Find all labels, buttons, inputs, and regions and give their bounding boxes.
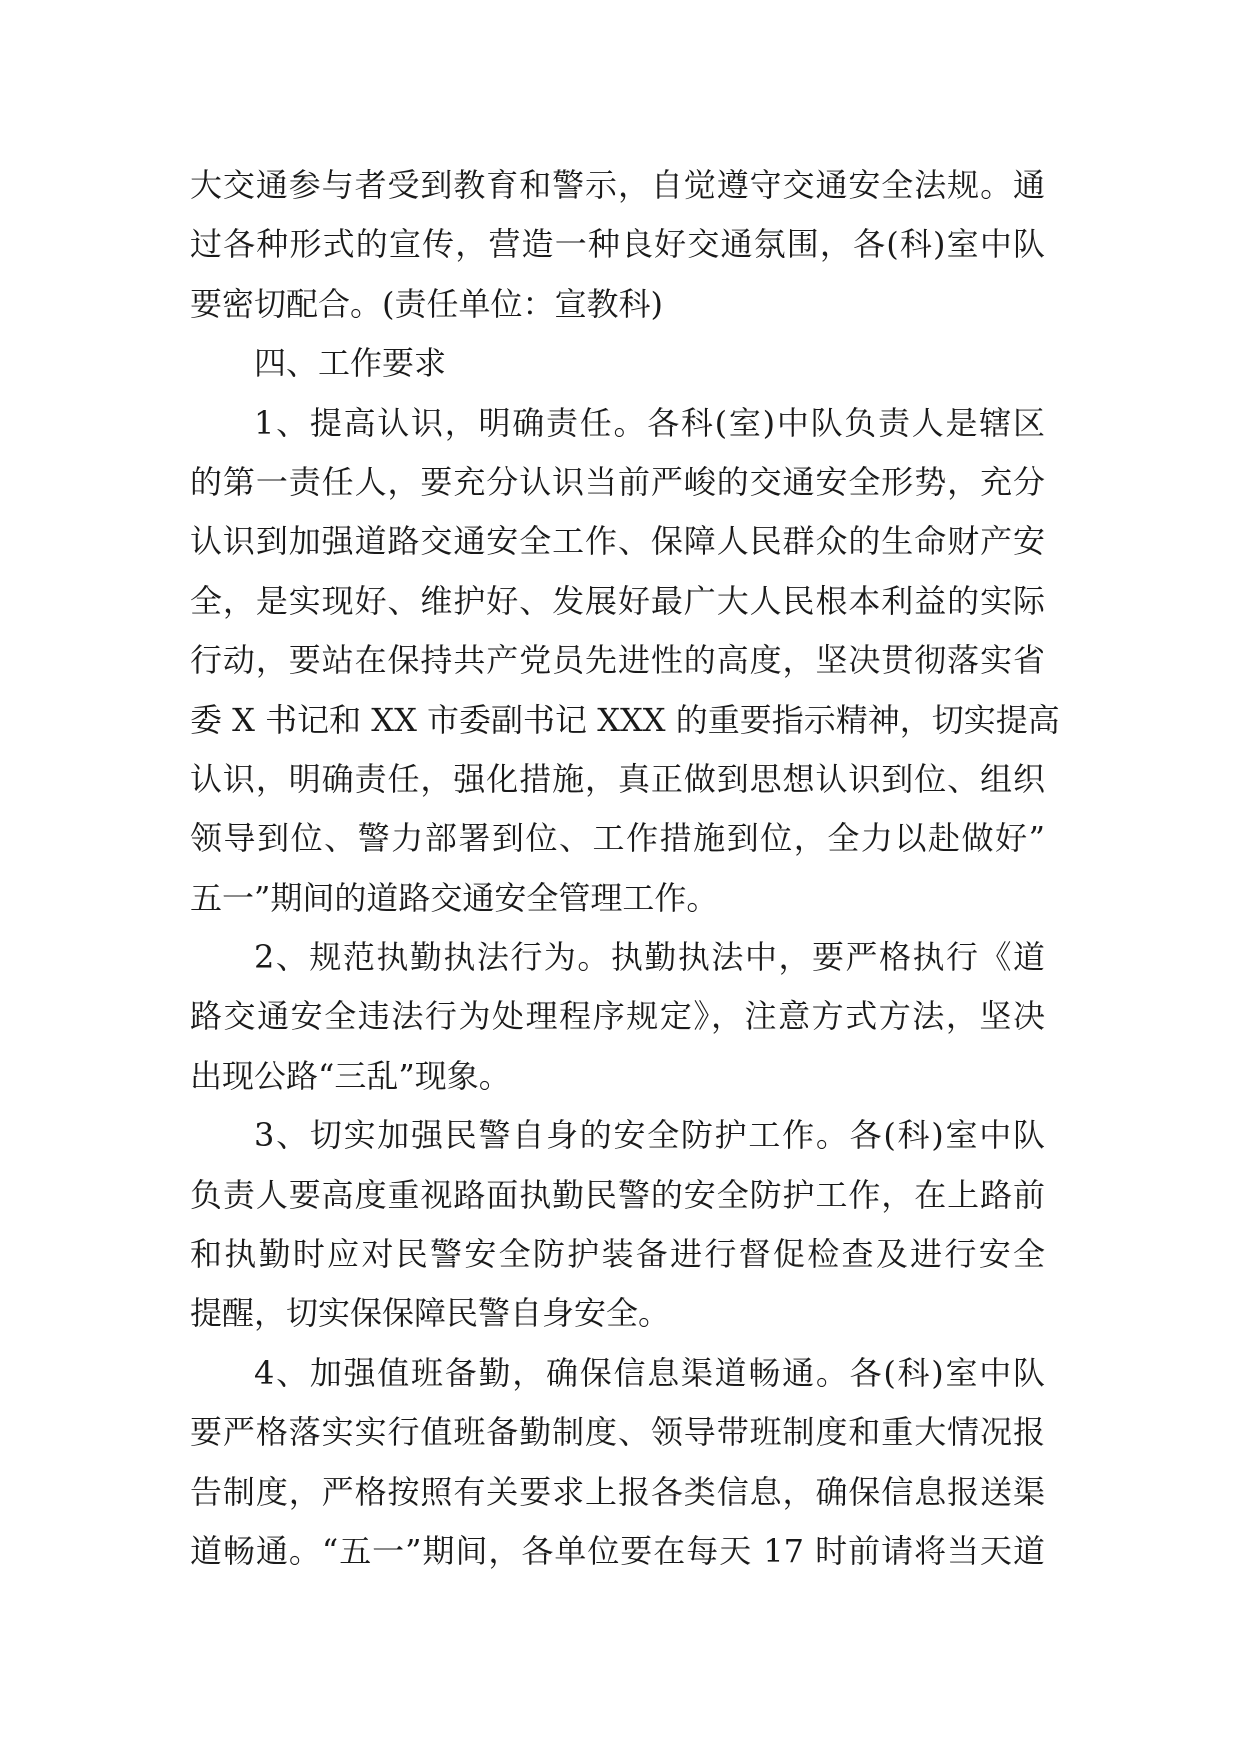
text-line: 认识，明确责任，强化措施，真正做到思想认识到位、组织 (190, 759, 1045, 798)
text-line: 五一”期间的道路交通安全管理工作。 (190, 878, 719, 917)
text-line: 3、切实加强民警自身的安全防护工作。各(科)室中队 (254, 1116, 1045, 1155)
text-line: 要严格落实实行值班备勤制度、领导带班制度和重大情况报 (190, 1413, 1045, 1452)
text-line: 1、提高认识，明确责任。各科(室)中队负责人是辖区 (254, 403, 1045, 442)
text-line: 负责人要高度重视路面执勤民警的安全防护工作，在上路前 (190, 1175, 1045, 1214)
document-body (190, 156, 1060, 1581)
text-line: 2、规范执勤执法行为。执勤执法中，要严格执行《道 (254, 938, 1045, 977)
text-line: 和执勤时应对民警安全防护装备进行督促检查及进行安全 (190, 1235, 1045, 1274)
text-line: 告制度，严格按照有关要求上报各类信息，确保信息报送渠 (190, 1472, 1045, 1511)
text-line: 路交通安全违法行为处理程序规定》，注意方式方法，坚决 (190, 997, 1045, 1036)
text-line: 出现公路“三乱”现象。 (190, 1056, 511, 1095)
text-line: 4、加强值班备勤，确保信息渠道畅通。各(科)室中队 (254, 1353, 1045, 1392)
text-line: 的第一责任人，要充分认识当前严峻的交通安全形势，充分 (190, 462, 1045, 501)
text-line: 全，是实现好、维护好、发展好最广大人民根本利益的实际 (190, 581, 1045, 620)
text-line: 认识到加强道路交通安全工作、保障人民群众的生命财产安 (190, 522, 1045, 561)
text-line: 委 X 书记和 XX 市委副书记 XXX 的重要指示精神，切实提高 (190, 700, 1060, 739)
text-line: 大交通参与者受到教育和警示，自觉遵守交通安全法规。通 (190, 166, 1045, 204)
text-line: 领导到位、警力部署到位、工作措施到位，全力以赴做好” (190, 819, 1045, 858)
text-line: 道畅通。“五一”期间，各单位要在每天 17 时前请将当天道 (190, 1531, 1045, 1570)
section-heading: 四、工作要求 (254, 344, 447, 383)
text-line: 提醒，切实保保障民警自身安全。 (190, 1294, 671, 1333)
text-line: 过各种形式的宣传，营造一种良好交通氛围，各(科)室中队 (190, 225, 1045, 264)
text-line: 行动，要站在保持共产党员先进性的高度，坚决贯彻落实省 (190, 641, 1045, 680)
text-line: 要密切配合。(责任单位：宣教科) (190, 284, 663, 323)
